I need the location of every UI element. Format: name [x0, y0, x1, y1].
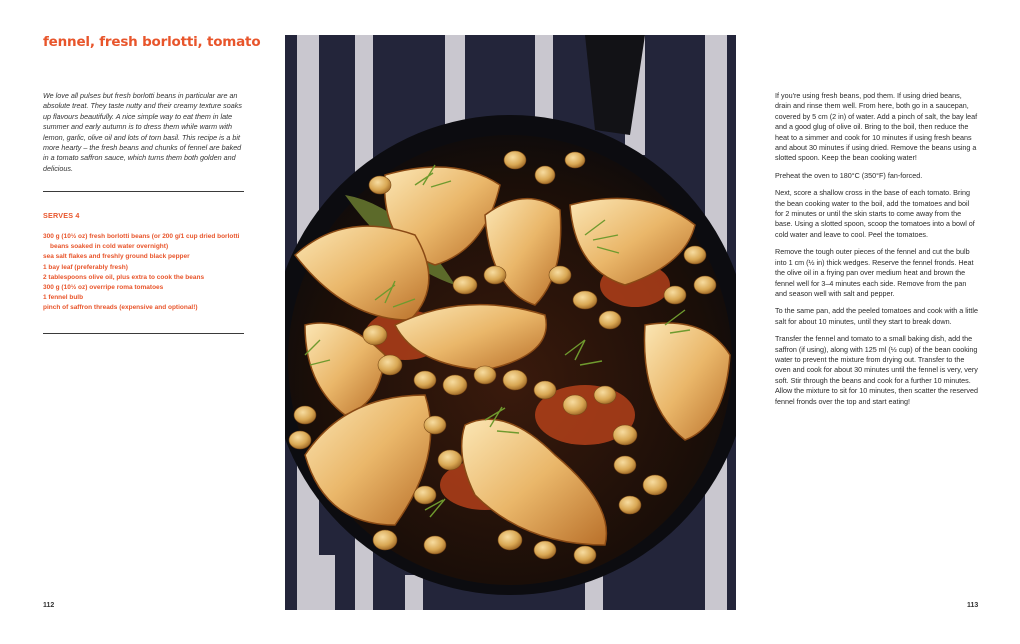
divider-top: [43, 191, 244, 192]
divider-bottom: [43, 333, 244, 334]
ingredient-list: [43, 232, 243, 314]
method-step: Next, score a shallow cross in the base of each tomato. Bring the bean cooking water to the boil, add the tomatoes and boil for 2 minutes or until the skin starts to come away from the base. Using a slotted spoon, scoop the tomatoes into a bowl of cold water and leave to cool. Peel the tomatoes.: [775, 188, 975, 239]
method-step: Remove the tough outer pieces of the fennel and cut the bulb into 1 cm (½ in) thick wedges. Reserve the fennel fronds. Heat the olive oil in a frying pan over medium heat and brown the fennel well for 3–4 minutes each side. Remove from the pan and season well with salt and pepper.: [775, 247, 974, 298]
method-step: Preheat the oven to 180°C (350°F) fan-forced.: [775, 170, 923, 180]
serves-label: SERVES 4: [43, 211, 80, 220]
ingredient-item: 300 g (10½ oz) fresh borlotti beans (or 200 g/1 cup dried borlotti beans soaked in cold water overnight): [43, 233, 240, 251]
recipe-intro: We love all pulses but fresh borlotti beans in particular are an absolute treat. They taste nutty and their creamy texture soaks up flavours beautifully. A nice simple way to eat them in late summer and early autumn is to dress them while warm with lemon, garlic, olive oil and lots of torn basil. This recipe is a bit more hearty – the fresh beans and chunks of fennel are baked in a tomato saffron sauce, which turns them both golden and delicious.: [43, 91, 242, 173]
ingredient-item: 2 tablespoons olive oil, plus extra to cook the beans: [43, 273, 205, 281]
ingredient-item: 300 g (10½ oz) overripe roma tomatoes: [43, 284, 164, 292]
page-number-right: 113: [967, 602, 979, 609]
ingredient-item: 1 bay leaf (preferably fresh): [43, 263, 128, 271]
recipe-title: fennel, fresh borlotti, tomato: [43, 34, 261, 50]
method-step: To the same pan, add the peeled tomatoes and cook with a little salt for about 10 minutes, until they start to break down.: [775, 306, 978, 326]
ingredient-item: pinch of saffron threads (expensive and optional!): [43, 304, 198, 312]
method-text: [775, 91, 978, 414]
page-number-left: 112: [43, 602, 55, 609]
ingredient-item: 1 fennel bulb: [43, 294, 84, 302]
right-page: [510, 0, 1020, 644]
method-step: If you're using fresh beans, pod them. If using dried beans, drain and rinse them well. From here, both go in a saucepan, covered by 5 cm (2 in) of water. Add a pinch of salt, the bay leaf and a good glug of olive oil. Bring to the boil, then reduce the heat to a simmer and cook for 10 minutes if using fresh beans and about 30 minutes if using dried. Remove the beans using a slotted spoon. Keep the bean cooking water!: [775, 91, 978, 163]
ingredient-item: sea salt flakes and freshly ground black pepper: [43, 253, 190, 261]
method-step: Transfer the fennel and tomato to a small baking dish, add the saffron (if using), along with 125 ml (½ cup) of the bean cooking water to prevent the mixture from drying out. Transfer to the oven and cook for about 30 minutes until the fennel is very, very soft. Stir through the beans and cook for a further 10 minutes. Allow the mixture to sit for 10 minutes, then scatter the reserved fennel fronds over the top and start eating!: [775, 334, 978, 406]
